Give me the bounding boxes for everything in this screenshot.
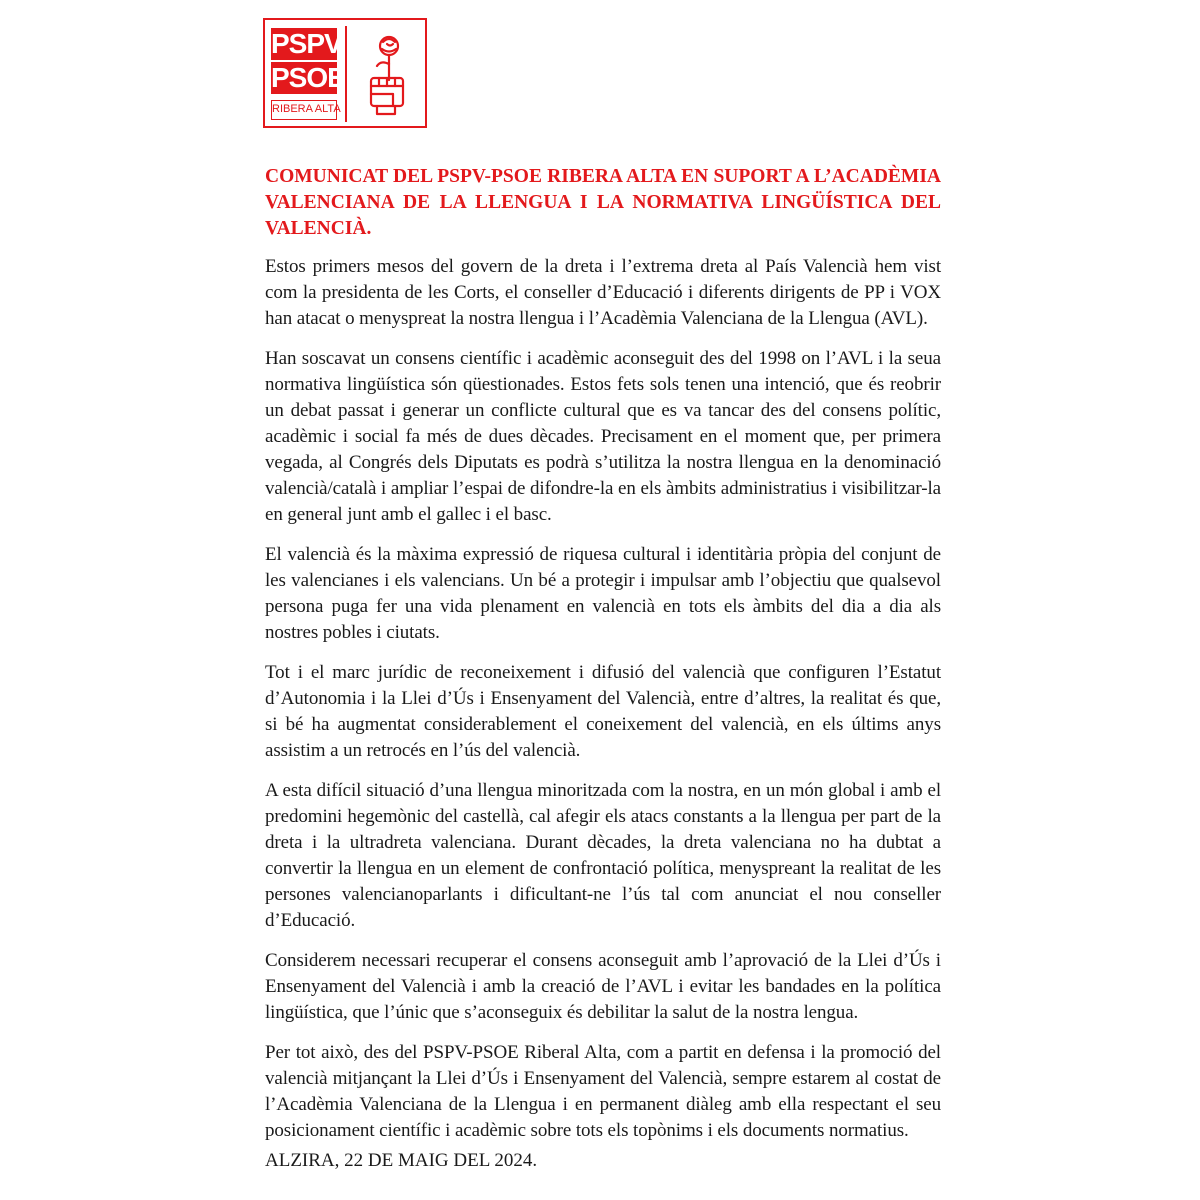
logo-subtitle: RIBERA ALTA xyxy=(271,100,337,120)
paragraph: El valencià és la màxima expressió de riquesa cultural i identitària pròpia del conjunt de les valencianes i els valencians. Un bé a protegir i impulsar amb l’objectiu que qualsevol persona puga fer una vida plenament en valencià en tots els àmbits del dia a dia als nostres pobles i ciutats. xyxy=(265,544,941,643)
paragraph: Per tot això, des del PSPV-PSOE Riberal Alta, com a partit en defensa i la promoció del valencià mitjançant la Llei d’Ús i Ensenyament del Valencià, sempre estarem al costat de l’Acadèmia Valenciana de la Llengua i en permanent diàleg amb ella respectant el seu posicionament científic i acadèmic sobre tots els topònims i els documents normatius. xyxy=(265,1042,941,1141)
paragraph: Estos primers mesos del govern de la dreta i l’extrema dreta al País Valencià hem vist com la presidenta de les Corts, el conseller d’Educació i diferents dirigents de PP i VOX han atacat o menyspreat la nostra llengua i l’Acadèmia Valenciana de la Llengua (AVL). xyxy=(265,256,941,329)
dateline: ALZIRA, 22 DE MAIG DEL 2024. xyxy=(265,1150,538,1171)
paragraph: Tot i el marc jurídic de reconeixement i difusió del valencià que configuren l’Estatut d’Autonomia i la Llei d’Ús i Ensenyament del Valencià, entre d’altres, la realitat és que, si bé ha augmentat considerablement el coneixement del valencià, en els últims anys assistim a un retrocés en l’ús del valencià. xyxy=(265,662,941,761)
party-logo xyxy=(263,18,427,128)
statement-body xyxy=(265,254,941,1158)
rose-fist-icon xyxy=(363,34,411,116)
paragraph: Han soscavat un consens científic i acadèmic aconseguit des del 1998 on l’AVL i la seua normativa lingüística són qüestionades. Estos fets sols tenen una intenció, que és reobrir un debat passat i generar un conflicte cultural que es va tancar des del consens polític, acadèmic i social fa més de dues dècades. Precisament en el moment que, per primera vegada, al Congrés dels Diputats es podrà s’utilitza la nostra llengua en la denominació valencià/català i ampliar l’espai de difondre-la en els àmbits administratius i visibilitzar-la en general junt amb el gallec i el basc. xyxy=(265,348,941,525)
statement-title: COMUNICAT DEL PSPV-PSOE RIBERA ALTA EN SUPORT A L’ACADÈMIA VALENCIANA DE LA LLENGUA I LA NORMATIVA LINGÜÍSTICA DEL VALENCIÀ. xyxy=(265,166,941,239)
paragraph: Considerem necessari recuperar el consens aconseguit amb l’aprovació de la Llei d’Ús i Ensenyament del Valencià i amb la creació de l’AVL i evitar les bandades en la política lingüística, que l’únic que s’aconseguix és debilitar la salut de la nostra lengua. xyxy=(265,950,941,1023)
logo-divider xyxy=(345,26,347,122)
logo-psoe-text: PSOE xyxy=(271,62,345,93)
logo-pspv-text: PSPV xyxy=(271,28,342,59)
paragraph: A esta difícil situació d’una llengua minoritzada com la nostra, en un món global i amb el predomini hegemònic del castellà, cal afegir els atacs constants a la llengua per part de la dreta i la ultradreta valenciana. Durant dècades, la dreta valenciana no ha dubtat a convertir la llengua en un element de confrontació política, menyspreant la realitat de les persones valencianoparlants i dificultant-ne l’ús tal com anunciat el nou conseller d’Educació. xyxy=(265,780,941,931)
